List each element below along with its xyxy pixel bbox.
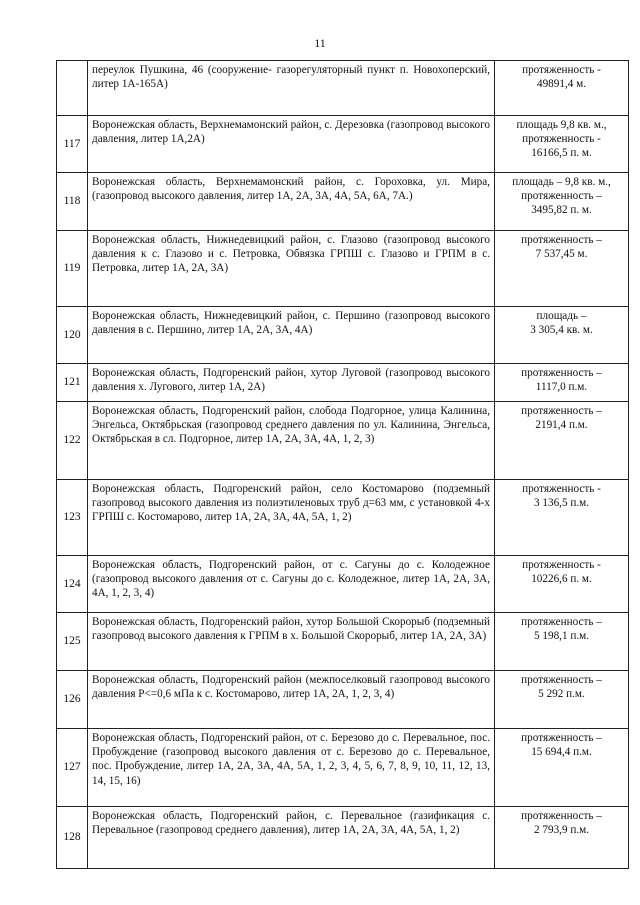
row-number: 125	[57, 613, 88, 671]
measurement-line: 49891,4 м.	[536, 78, 587, 91]
object-description: Воронежская область, Нижнедевицкий район, с. Глазово (газопровод высокого давления к с. Глазово и с. Петровка, Обвязка ГРПШ с. Глазово и ГРПМ в с. Петровка, литер 1А, 2А, 3А)	[88, 231, 495, 307]
object-description: Воронежская область, Подгоренский район (межпоселковый газопровод высокого давления Р<=0,6 мПа к с. Костомарово, литер 1А, 2А, 1, 2, 3, 4)	[88, 671, 495, 729]
row-number: 121	[57, 364, 88, 402]
object-description: переулок Пушкина, 46 (сооружение- газорегуляторный пункт п. Новохоперский, литер 1А-165А)	[88, 61, 495, 116]
measurement-line: протяженность –	[521, 234, 602, 246]
measurement-line: 10226,6 п. м.	[531, 573, 592, 586]
measurement-line: протяженность -	[522, 64, 601, 76]
measurement-line: 16166,5 п. м.	[531, 147, 592, 160]
table-row	[57, 807, 629, 869]
table-row	[57, 480, 629, 556]
table-row	[57, 364, 629, 402]
table-row	[57, 61, 629, 116]
table-row	[57, 307, 629, 364]
object-measurement	[495, 173, 629, 231]
row-number: 120	[57, 307, 88, 364]
table-row	[57, 173, 629, 231]
measurement-line: 2191,4 п.м.	[535, 419, 588, 432]
measurement-line: протяженность –	[521, 367, 602, 379]
object-measurement	[495, 231, 629, 307]
table-row	[57, 556, 629, 613]
table-row	[57, 116, 629, 173]
object-description: Воронежская область, Подгоренский район, слобода Подгорное, улица Калинина, Энгельса, Октябрьская (газопровод среднего давления по ул. Калинина, Энгельса, Октябрьская в сл. Подгорное, литер 1А, 2А, 3А, 4А, 1, 2, 3)	[88, 402, 495, 480]
measurement-line: 7 537,45 м.	[535, 248, 588, 261]
object-description: Воронежская область, Подгоренский район, хутор Луговой (газопровод высокого давления х. Лугового, литер 1А, 2А)	[88, 364, 495, 402]
measurement-line: площадь –	[536, 310, 587, 322]
object-measurement	[495, 613, 629, 671]
table-row	[57, 402, 629, 480]
row-number	[57, 61, 88, 116]
row-number: 122	[57, 402, 88, 480]
table-row	[57, 231, 629, 307]
object-description: Воронежская область, Нижнедевицкий район, с. Першино (газопровод высокого давления в с. Першино, литер 1А, 2А, 3А, 4А)	[88, 307, 495, 364]
row-number: 128	[57, 807, 88, 869]
row-number: 126	[57, 671, 88, 729]
row-number: 117	[57, 116, 88, 173]
measurement-line: протяженность –	[521, 732, 602, 744]
property-register-table	[56, 60, 629, 869]
object-description: Воронежская область, Подгоренский район, от с. Березово до с. Перевальное, пос. Пробуждение (газопровод высокого давления от с. Березово до с. Перевальное, пос. Пробуждение, литер 1А, 2А, 3А, 4А, 5А, 1, 2, 3, 4, 5, 6, 7, 8, 9, 10, 11, 12, 13, 14, 15, 16)	[88, 729, 495, 807]
measurement-line: протяженность -	[522, 559, 601, 571]
row-number: 119	[57, 231, 88, 307]
page-number: 11	[314, 36, 326, 50]
object-description: Воронежская область, Верхнемамонский район, с. Гороховка, ул. Мира, (газопровод высокого давления, литер 1А, 2А, 3А, 4А, 5А, 6А, 7А.)	[88, 173, 495, 231]
object-measurement	[495, 807, 629, 869]
measurement-line: протяженность –	[521, 190, 602, 203]
measurement-line: площадь – 9,8 кв. м.,	[512, 176, 611, 188]
object-description: Воронежская область, Подгоренский район, с. Перевальное (газификация с. Перевальное (газопровод среднего давления), литер 1А, 2А, 3А, 4А, 5А, 1, 2)	[88, 807, 495, 869]
object-description: Воронежская область, Подгоренский район, село Костомарово (подземный газопровод высокого давления из полиэтиленовых труб д=63 мм, с установкой 4-х ГРПШ с. Костомарово, литер 1А, 2А, 3А, 4А, 5А, 1, 2)	[88, 480, 495, 556]
measurement-line: протяженность –	[521, 810, 602, 822]
row-number: 127	[57, 729, 88, 807]
object-measurement	[495, 729, 629, 807]
measurement-line: 3 305,4 кв. м.	[530, 324, 593, 337]
table-row	[57, 729, 629, 807]
object-measurement	[495, 364, 629, 402]
measurement-line: 2 793,9 п.м.	[533, 824, 590, 837]
object-measurement	[495, 556, 629, 613]
row-number: 118	[57, 173, 88, 231]
object-measurement	[495, 480, 629, 556]
measurement-line: 15 694,4 п.м.	[531, 746, 592, 759]
table-row	[57, 671, 629, 729]
object-description: Воронежская область, Подгоренский район, от с. Сагуны до с. Колодежное (газопровод высокого давления от с. Сагуны до с. Колодежное, литер 1А, 2А, 3А, 4А, 1, 2, 3, 4)	[88, 556, 495, 613]
object-description: Воронежская область, Верхнемамонский район, с. Дерезовка (газопровод высокого давления, литер 1А,2А)	[88, 116, 495, 173]
row-number: 123	[57, 480, 88, 556]
measurement-line: 3 136,5 п.м.	[533, 497, 590, 510]
object-measurement	[495, 307, 629, 364]
measurement-line: 5 198,1 п.м.	[533, 630, 590, 643]
object-measurement	[495, 402, 629, 480]
object-description: Воронежская область, Подгоренский район, хутор Большой Скорорыб (подземный газопровод высокого давления к ГРПМ в х. Большой Скорорыб, литер 1А, 2А, 3А)	[88, 613, 495, 671]
object-measurement	[495, 116, 629, 173]
table-row	[57, 613, 629, 671]
measurement-line: протяженность –	[521, 674, 602, 686]
measurement-line: площадь 9,8 кв. м.,	[516, 119, 607, 131]
measurement-line: протяженность -	[522, 483, 601, 495]
measurement-line: 5 292 п.м.	[538, 688, 585, 701]
object-measurement	[495, 671, 629, 729]
measurement-line: 1117,0 п.м.	[535, 381, 588, 394]
row-number: 124	[57, 556, 88, 613]
object-measurement	[495, 61, 629, 116]
measurement-line: протяженность –	[521, 616, 602, 628]
measurement-line: протяженность -	[522, 133, 601, 146]
table-body	[57, 61, 629, 869]
measurement-line: 3495,82 п. м.	[531, 204, 592, 217]
measurement-line: протяженность –	[521, 405, 602, 417]
